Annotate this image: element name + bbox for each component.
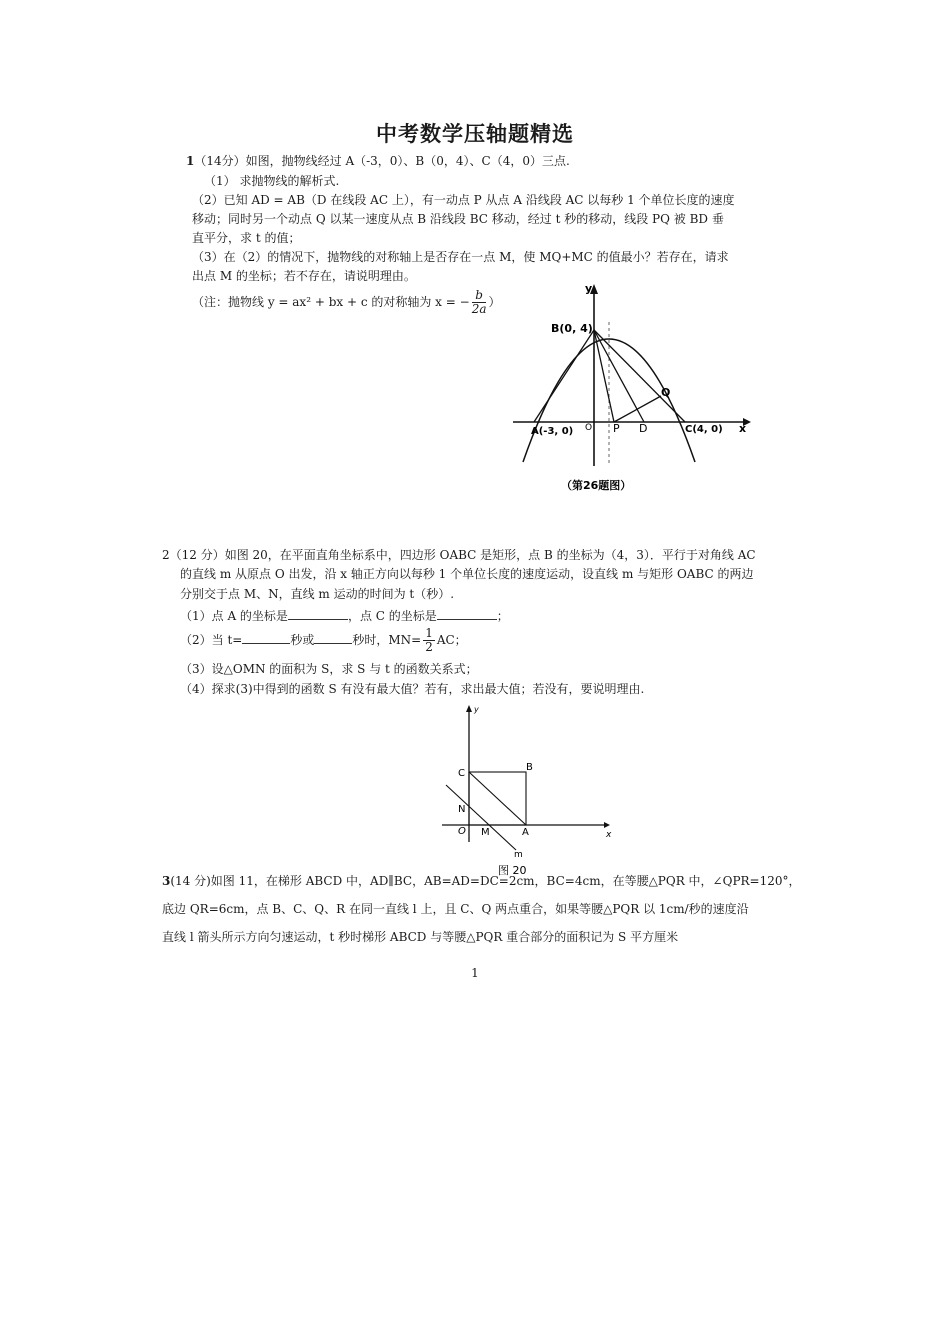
q1-part3-line2: 出点 M 的坐标；若不存在，请说明理由。 bbox=[192, 269, 416, 283]
q1-note-denominator: 2a bbox=[471, 302, 487, 316]
q1-label-D: D bbox=[639, 422, 648, 435]
q2-label-A: A bbox=[522, 827, 529, 838]
q2-line-m bbox=[446, 785, 516, 850]
q1-part2-line3: 直平分，求 t 的值； bbox=[192, 231, 301, 245]
q2-x-arrow bbox=[604, 822, 610, 828]
q2-part1 bbox=[180, 607, 509, 624]
page-number: 1 bbox=[471, 966, 479, 980]
q2-label-M: M bbox=[481, 827, 490, 838]
q1-label-y: y bbox=[585, 282, 593, 295]
q1-intro-text: （14分）如图，抛物线经过 A（-3，0）、B（0，4）、C（4，0）三点. bbox=[194, 154, 570, 168]
q2-part1-text-a: （1）点 A 的坐标是 bbox=[180, 609, 288, 623]
q1-segment-AB bbox=[534, 330, 594, 422]
q1-note-close: ） bbox=[488, 295, 501, 309]
q2-part2-text-d: AC； bbox=[436, 633, 467, 647]
q2-part1-text-c: ； bbox=[496, 609, 509, 623]
q1-label-O: O bbox=[585, 423, 593, 433]
q3-number: 3 bbox=[162, 874, 171, 888]
q2-part4: （4）探求(3)中得到的函数 S 有没有最大值？若有，求出最大值；若没有，要说明理由. bbox=[180, 682, 645, 696]
q1-figure bbox=[505, 282, 755, 494]
q2-y-arrow bbox=[466, 705, 472, 712]
q1-segment-BP bbox=[594, 330, 614, 422]
q1-part2-line1: （2）已知 AD = AB（D 在线段 AC 上），有一动点 P 从点 A 沿线段 AC 以每秒 1 个单位长度的速度 bbox=[192, 193, 735, 207]
q1-part3-line1: （3）在（2）的情况下，抛物线的对称轴上是否存在一点 M，使 MQ+MC 的值最小？若存在，请求 bbox=[192, 250, 729, 264]
q1-number: 1 bbox=[186, 154, 195, 168]
q1-note-fraction bbox=[472, 289, 487, 316]
q1-label-C: C(4, 0) bbox=[685, 424, 723, 435]
q2-label-m: m bbox=[514, 850, 523, 860]
q2-blank-A[interactable] bbox=[288, 607, 348, 620]
q1-label-P: P bbox=[613, 422, 620, 435]
q1-label-B: B(0, 4) bbox=[551, 322, 593, 335]
q2-part2-text-b: 秒或 bbox=[290, 633, 315, 647]
q2-figure-caption: 图 20 bbox=[498, 864, 527, 877]
q3-line1 bbox=[162, 873, 801, 889]
q2-number: 2 bbox=[162, 548, 170, 562]
q2-part2-text-c: 秒时，MN= bbox=[352, 633, 422, 647]
q2-blank-t1[interactable] bbox=[242, 631, 290, 644]
q1-note bbox=[192, 289, 501, 316]
q2-diagonal-AC bbox=[469, 772, 526, 825]
q3-line1-text: (14 分)如图 11，在梯形 ABCD 中，AD∥BC，AB=AD=DC=2cm，BC=4cm，在等腰△PQR 中，∠QPR=120°， bbox=[170, 874, 801, 888]
q2-label-y: y bbox=[474, 705, 479, 714]
q2-figure bbox=[438, 702, 618, 880]
q3-line2: 底边 QR=6cm，点 B、C、Q、R 在同一直线 l 上，且 C、Q 两点重合，如果等腰△PQR 以 1cm/秒的速度沿 bbox=[162, 902, 749, 916]
q2-half-fraction bbox=[423, 627, 435, 654]
q2-intro-line2: 的直线 m 从原点 O 出发，沿 x 轴正方向以每秒 1 个单位长度的速度运动，设直线 m 与矩形 OABC 的两边 bbox=[180, 567, 754, 581]
q2-label-N: N bbox=[458, 804, 466, 815]
q2-part1-text-b: ，点 C 的坐标是 bbox=[347, 609, 437, 623]
q2-intro-text: （12 分）如图 20，在平面直角坐标系中，四边形 OABC 是矩形，点 B 的坐标为（4，3）．平行于对角线 AC bbox=[169, 548, 756, 562]
q2-label-B: B bbox=[526, 762, 533, 773]
q1-label-A: A(-3, 0) bbox=[531, 426, 574, 437]
q1-note-numerator: b bbox=[472, 289, 487, 303]
q2-half-denominator: 2 bbox=[425, 640, 433, 654]
q2-intro-line1 bbox=[162, 547, 756, 563]
q1-figure-caption: （第26题图） bbox=[561, 479, 632, 492]
q2-label-O: O bbox=[458, 826, 466, 837]
q1-label-Q: Q bbox=[661, 386, 671, 399]
q1-part1: （1） 求抛物线的解析式. bbox=[204, 174, 340, 188]
q1-segment-BD bbox=[594, 330, 644, 422]
q1-intro bbox=[186, 153, 570, 169]
q2-blank-t2[interactable] bbox=[314, 631, 352, 644]
q2-part2-text-a: （2）当 t= bbox=[180, 633, 243, 647]
page-title: 中考数学压轴题精选 bbox=[376, 122, 574, 146]
q2-half-numerator: 1 bbox=[425, 626, 433, 640]
q1-part2-line2: 移动；同时另一个动点 Q 以某一速度从点 B 沿线段 BC 移动，经过 t 秒的移动，线段 PQ 被 BD 垂 bbox=[192, 212, 724, 226]
q2-label-x: x bbox=[606, 830, 612, 840]
q3-line3: 直线 l 箭头所示方向匀速运动，t 秒时梯形 ABCD 与等腰△PQR 重合部分的面积记为 S 平方厘米 bbox=[162, 930, 679, 944]
q2-label-C: C bbox=[458, 768, 465, 779]
q2-part3: （3）设△OMN 的面积为 S，求 S 与 t 的函数关系式； bbox=[180, 662, 478, 676]
q1-label-x: x bbox=[739, 422, 747, 435]
q1-segment-PQ bbox=[614, 396, 661, 422]
q2-blank-C[interactable] bbox=[437, 607, 497, 620]
q2-intro-line3: 分别交于点 M、N，直线 m 运动的时间为 t（秒）. bbox=[180, 587, 455, 601]
q1-note-text: （注：抛物线 y = ax² + bx + c 的对称轴为 x = − bbox=[192, 295, 470, 309]
q2-part2 bbox=[180, 627, 467, 654]
